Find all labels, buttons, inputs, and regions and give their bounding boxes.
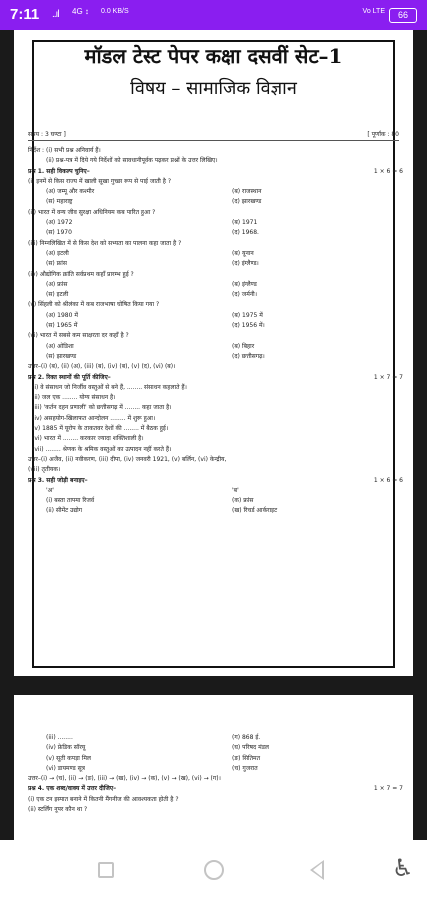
network-indicator: 4G ↕ <box>72 7 89 16</box>
instruction-line: (ii) प्रश्न-पत्र में दिये गये निर्देशों को सावधानीपूर्वक पढ़कर प्रश्नों के उत्तर लिखिए। <box>46 157 218 165</box>
option-right: (ब) राजस्थान <box>232 188 262 196</box>
text-line: (vii) तृतीयक। <box>28 466 61 474</box>
fill-blank-line: (i) वे संसाधन जो निर्जीव वस्तुओं से बने हैं, ........ संसाधन कहलाते हैं। <box>32 383 187 391</box>
option-row <box>28 280 403 290</box>
option-row <box>28 486 403 496</box>
text-line: उत्तर–(i) → (च), (ii) → (ङ), (iii) → (ख), (iv) → (क), (v) → (ख), (vi) → (ग)। <box>28 775 221 783</box>
option-left: (ii) सीमेंट उद्योग <box>46 507 83 515</box>
option-right: (द) 1956 में। <box>232 322 265 330</box>
option-row <box>28 342 403 352</box>
option-right: (द) 1968. <box>232 229 259 237</box>
option-row <box>28 228 403 238</box>
option-row <box>28 187 403 197</box>
option-left: (vi) डायमण्ड सूत्र <box>46 764 85 772</box>
option-left: (अ) जम्मू और कश्मीर <box>46 188 95 196</box>
paper-subject: विषय – सामाजिक विज्ञान <box>130 78 297 99</box>
question-text: प्रश्न 4. एक शब्द/वाक्य में उत्तर दीजिए– <box>28 785 117 793</box>
text-line: निर्देश : (i) सभी प्रश्न अनिवार्य हैं। <box>28 147 101 154</box>
option-right: 'ब' <box>232 486 239 494</box>
option-right: (द) छत्तीसगढ़। <box>232 352 265 360</box>
question-heading <box>28 373 403 383</box>
text-line: (ii) स्टर्लिंग नूपर कौन था ? <box>28 806 88 814</box>
option-right: (द) झारखण्ड <box>232 198 262 206</box>
option-row <box>28 259 403 269</box>
time-allowed: समय : 3 घण्टा ] <box>28 131 66 138</box>
option-left: (स) फ्रांस <box>46 260 67 268</box>
question-marks: 1 × 7 = 7 <box>373 373 403 381</box>
option-left: (अ) 1972 <box>46 219 73 227</box>
option-left: (स) 1965 में <box>46 322 78 330</box>
battery-icon: 66 <box>389 8 417 23</box>
option-row <box>28 352 403 362</box>
option-left: (iii) ........ <box>46 734 73 741</box>
fill-blank-line: (ii) जल एक ........ योग्य संसाधन है। <box>32 394 116 402</box>
option-right: (ख) रिचर्ड आर्कराइट <box>232 507 278 515</box>
recents-icon[interactable] <box>98 862 114 878</box>
back-icon[interactable] <box>310 860 324 880</box>
text-line: (v) सिंहली को श्रीलंका में कब राजभाषा घोषित किया गया ? <box>28 301 160 309</box>
option-row <box>28 733 403 743</box>
option-right: (ङ) सितिमत <box>232 754 261 762</box>
option-right: (द) इंग्लैण्ड। <box>232 260 259 268</box>
option-right: (ब) 1971 <box>232 219 258 227</box>
signal-icon: ..ıl <box>52 9 59 20</box>
question-text: प्रश्न 2. रिक्त स्थानों की पूर्ति कीजिए– <box>28 373 111 381</box>
option-row <box>28 218 403 228</box>
document-page-2 <box>14 695 413 840</box>
text-line: (iv) औद्योगिक क्रांति सर्वप्रथम कहाँ प्रारम्भ हुई ? <box>28 270 134 278</box>
status-bar <box>0 0 427 30</box>
status-time: 7:11 <box>10 6 40 23</box>
paper-meta <box>28 130 399 141</box>
paper-title: मॉडल टेस्ट पेपर कक्षा दसवीं सेट–1 <box>84 44 343 68</box>
option-row <box>28 249 403 259</box>
fill-blank-line: (iii) 'कर्तन दहन प्रणाली' को छत्तीसगढ़ में ........ कहा जाता है। <box>32 404 172 412</box>
page-2-content <box>28 733 403 815</box>
option-row <box>28 290 403 300</box>
text-line: (vi) भारत में सबसे कम साक्षरता दर कहाँ है ? <box>28 332 129 340</box>
question-heading <box>28 784 403 794</box>
text-line: (i) इनमें से किस राज्य में खाली सूखा गुच्छा रूप से पाई जाती है ? <box>28 177 172 185</box>
option-row <box>28 321 403 331</box>
document-viewer[interactable] <box>0 30 427 840</box>
option-right: (ब) इंग्लैण्ड <box>232 280 257 288</box>
option-left: (स) झारखण्ड <box>46 352 77 360</box>
option-left: (अ) ओडिशा <box>46 342 74 350</box>
network-speed: 0.0 KB/S <box>101 8 129 15</box>
option-row <box>28 754 403 764</box>
question-heading <box>28 167 403 177</box>
fill-blank-line: (iv) असहयोग-खिलाफत आन्दोलन ........ में शुरू हुआ। <box>32 414 156 422</box>
option-right: (च) गुजरात <box>232 764 258 772</box>
option-right: (क) फ्रांस <box>232 497 254 505</box>
document-page-1 <box>14 30 413 676</box>
accessibility-icon[interactable]: ♿ <box>392 854 414 882</box>
question-marks: 1 × 6 = 6 <box>373 167 403 175</box>
question-marks: 1 × 6 = 6 <box>373 476 403 484</box>
option-left: (स) महाराष्ट्र <box>46 198 73 206</box>
option-left: (स) इटली <box>46 291 69 299</box>
option-right: (ब) यूनान <box>232 249 254 257</box>
question-text: प्रश्न 1. सही विकल्प चुनिए– <box>28 167 90 175</box>
option-left: (अ) इटली <box>46 249 69 257</box>
option-right: (ब) 1975 में <box>232 311 263 319</box>
option-row <box>28 743 403 753</box>
option-right: (घ) परिषद मंडल <box>232 744 269 752</box>
full-marks: [ पूर्णांक : 80 <box>367 131 399 138</box>
option-left: (अ) 1980 में <box>46 311 78 319</box>
text-line: (ii) भारत में वन्य जीव सुरक्षा अधिनियम कब पारित हुआ ? <box>28 208 156 216</box>
option-row <box>28 764 403 774</box>
question-marks: 1 × 7 = 7 <box>373 785 403 793</box>
text-line: (i) एक टन इस्पात बनाने में कितनी मैंगनीज की आवश्यकता होती है ? <box>28 795 179 803</box>
fill-blank-line: (v) 1885 में यूरोप के ताकतवर देशों की ........ में बैठक हुई। <box>32 425 169 433</box>
fill-blank-line: (vii) ........ श्रेणक के श्रमिक वस्तुओं का उत्पादन नहीं करते हैं। <box>32 445 172 453</box>
option-row <box>28 506 403 516</box>
fill-blank-line: (vi) भारत में ........ करकार ज्यादा शक्तिशाली है। <box>32 435 144 443</box>
option-left: (iv) फ्रेडिक सॉरयू <box>46 744 86 752</box>
option-left: 'अ' <box>46 486 54 494</box>
volte-icon: Vo LTE <box>362 8 385 15</box>
text-line: उत्तर–(i) अजैव, (ii) नवीकरण, (iii) दीपा, (iv) जनवरी 1921, (v) बर्लिन, (vi) केन्द्रीय, <box>28 455 227 463</box>
text-line: (iii) निम्नलिखित में से किस देश को सभ्यता का पालना कहा जाता है ? <box>28 239 182 247</box>
option-right: (द) जर्मनी। <box>232 291 257 299</box>
option-right: (ब) बिहार <box>232 342 255 350</box>
option-right: (ग) 868 ई. <box>232 734 261 741</box>
option-row <box>28 311 403 321</box>
option-left: (v) सूती कपड़ा मिल <box>46 754 91 762</box>
option-row <box>28 496 403 506</box>
option-row <box>28 197 403 207</box>
navigation-bar <box>0 840 427 900</box>
page-1-content <box>28 146 403 517</box>
question-heading <box>28 476 403 486</box>
question-text: प्रश्न 3. सही जोड़ी बनाइए– <box>28 476 88 484</box>
text-line: उत्तर–(i) (ब), (ii) (अ), (iii) (ब), (iv) (ब), (v) (द), (vi) (ब)। <box>28 363 176 371</box>
option-left: (स) 1970 <box>46 229 72 237</box>
home-icon[interactable] <box>204 860 224 880</box>
option-left: (i) बस्ता तापमा रिजर्व <box>46 497 95 505</box>
option-left: (अ) फ्रांस <box>46 280 68 288</box>
